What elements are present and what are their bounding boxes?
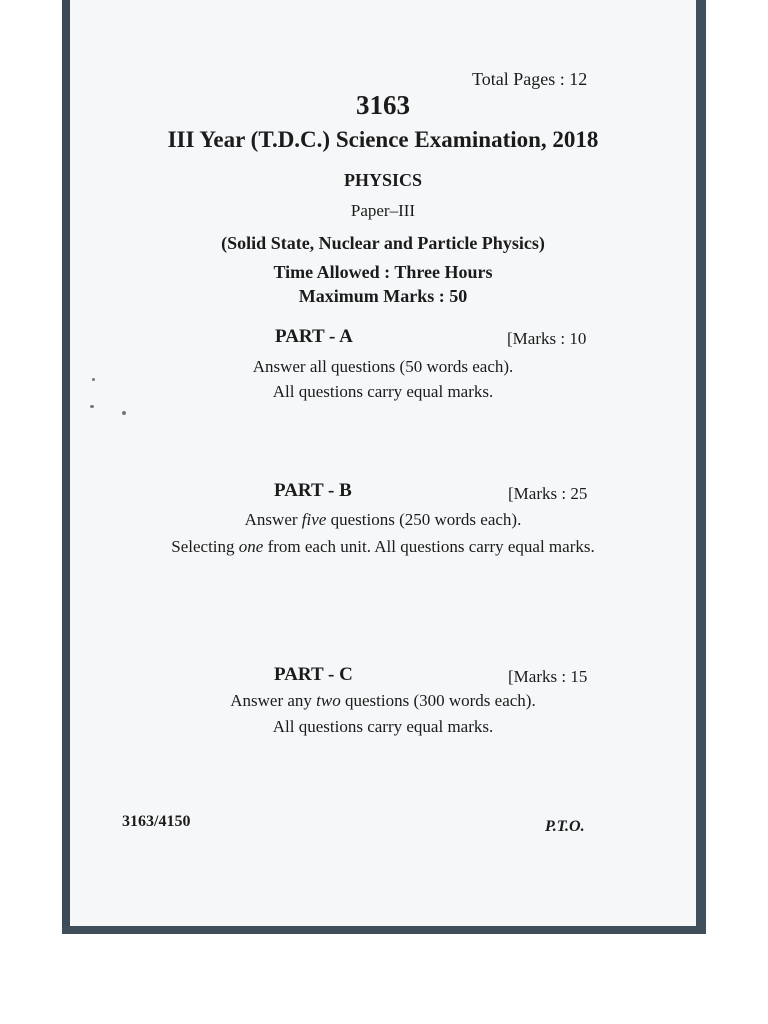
part-a-marks: [Marks : 10 <box>507 329 587 348</box>
scan-edge-left <box>62 0 70 930</box>
paper-number: Paper–III <box>350 201 416 220</box>
part-b-marks: [Marks : 25 <box>508 484 588 503</box>
paper-topics: (Solid State, Nuclear and Particle Physics) <box>221 233 545 253</box>
part-a-instruction-1: Answer all questions (50 words each). <box>252 357 514 376</box>
part-a-heading: PART - A <box>275 326 353 347</box>
emphasis-two: two <box>316 691 341 710</box>
part-a-instruction-2: All questions carry equal marks. <box>272 382 494 401</box>
scan-speck <box>90 405 94 408</box>
exam-paper-sheet <box>70 0 696 926</box>
part-b-instruction-1: Answer five questions (250 words each). <box>244 510 522 529</box>
emphasis-one: one <box>238 537 264 556</box>
part-c-instruction-1: Answer any two questions (300 words each). <box>230 691 536 710</box>
exam-title: III Year (T.D.C.) Science Examination, 2018 <box>167 127 599 152</box>
please-turn-over: P.T.O. <box>545 818 585 835</box>
scan-edge-bottom <box>62 926 706 934</box>
scan-speck <box>92 378 95 381</box>
part-c-heading: PART - C <box>274 664 353 685</box>
scan-edge-right <box>696 0 706 930</box>
part-b-instruction-2: Selecting one from each unit. All questions carry equal marks. <box>171 537 595 556</box>
scan-speck <box>122 411 126 415</box>
time-allowed: Time Allowed : Three Hours <box>273 262 493 282</box>
emphasis-five: five <box>301 510 327 529</box>
part-c-marks: [Marks : 15 <box>508 667 588 686</box>
part-b-heading: PART - B <box>274 480 352 501</box>
paper-code: 3163 <box>356 90 410 120</box>
maximum-marks: Maximum Marks : 50 <box>298 286 468 306</box>
part-c-instruction-2: All questions carry equal marks. <box>272 717 494 736</box>
footer-paper-code: 3163/4150 <box>122 813 191 830</box>
subject-title: PHYSICS <box>343 170 423 190</box>
total-pages: Total Pages : 12 <box>472 69 588 89</box>
